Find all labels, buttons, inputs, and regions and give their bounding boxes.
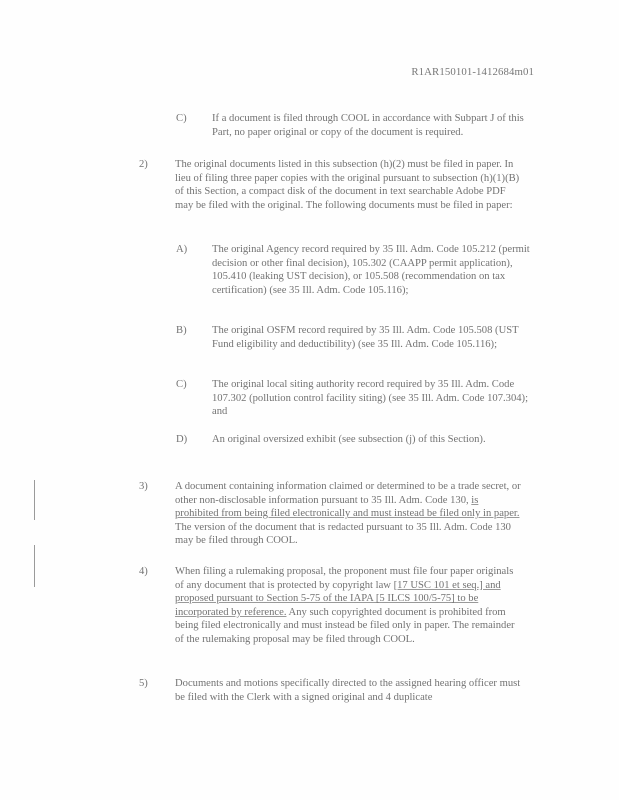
- item-label: 4): [139, 566, 148, 577]
- revision-margin-bar: [34, 545, 35, 587]
- item-text-lead: A document containing information claimed or determined to be a trade secret, or other non-disclosable information pursuant to 35 Ill. Adm. Code 130,: [175, 481, 521, 506]
- subitem-label: D): [176, 434, 188, 445]
- item-text-amended: [17 USC 101 et seq.] and proposed pursuant to Section 5-75 of the IAPA [5 ILCS 100/5-75] to be incorporated by reference.: [175, 579, 501, 618]
- subitem-label: B): [176, 325, 187, 336]
- subitem-label: A): [176, 244, 188, 255]
- item-text: [175, 480, 523, 548]
- item-label: 3): [139, 481, 148, 492]
- subitem-text: The original OSFM record required by 35 Ill. Adm. Code 105.508 (UST Fund eligibility and deductibility) (see 35 Ill. Adm. Code 105.116);: [212, 325, 519, 350]
- revision-margin-bar: [34, 480, 35, 520]
- item-text: [175, 565, 523, 647]
- subitem-text: An original oversized exhibit (see subsection (j) of this Section).: [212, 434, 486, 445]
- subitem-text: If a document is filed through COOL in accordance with Subpart J of this Part, no paper original or copy of the document is required.: [212, 113, 524, 138]
- item-text: The original documents listed in this subsection (h)(2) must be filed in paper. In lieu of filing three paper copies with the original pursuant to subsection (h)(1)(B) of this Section, a compact disk of the document in text searchable Adobe PDF may be filed with the original. The following documents must be filed in paper:: [175, 159, 520, 211]
- item-label: 5): [139, 678, 148, 689]
- item-text-amended: is prohibited from being filed electronically and must instead be filed only in paper.: [175, 494, 520, 520]
- subitem-label: C): [176, 113, 187, 124]
- item-text: Documents and motions specifically directed to the assigned hearing officer must be filed with the Clerk with a signed original and 4 duplicate: [175, 678, 521, 703]
- item-text-tail: The version of the document that is redacted pursuant to 35 Ill. Adm. Code 130 may be filed through COOL.: [175, 521, 511, 547]
- item-text-lead: When filing a rulemaking proposal, the proponent must file four paper originals of any document that is protected by copyright law: [175, 566, 514, 591]
- item-label: 2): [139, 159, 148, 170]
- document-id-header: R1AR150101-1412684m01: [411, 66, 534, 78]
- item-text-tail: Any such copyrighted document is prohibited from being filed electronically and must instead be filed only in paper. The remainder of the rulemaking proposal may be filed through COOL.: [175, 606, 515, 645]
- subitem-text: The original local siting authority record required by 35 Ill. Adm. Code 107.302 (pollution control facility siting) (see 35 Ill. Adm. Code 107.304); and: [212, 379, 529, 418]
- subitem-text: The original Agency record required by 35 Ill. Adm. Code 105.212 (permit decision or other final decision), 105.302 (CAAPP permit application), 105.410 (leaking UST decision), or 105.508 (recommendation on tax certification) (see 35 Ill. Adm. Code 105.116);: [212, 244, 530, 296]
- subitem-label: C): [176, 379, 187, 390]
